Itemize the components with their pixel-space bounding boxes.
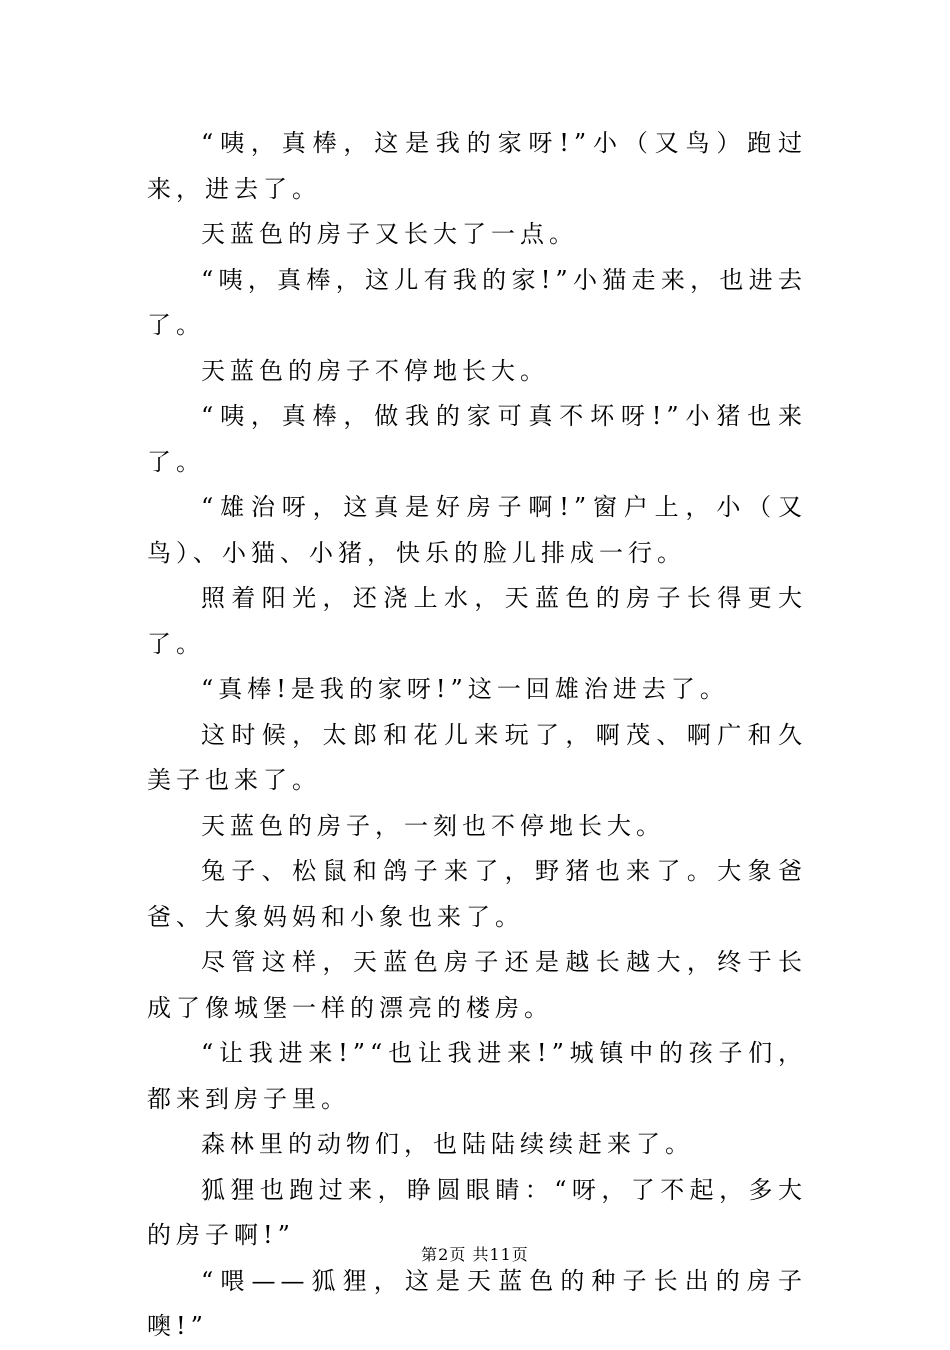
page-number-footer: 第2页 共11页 xyxy=(421,1245,529,1264)
paragraph: “咦，真棒，这是我的家呀!”小（又鸟）跑过来，进去了。 xyxy=(147,129,807,203)
paragraph: “真棒!是我的家呀!”这一回雄治进去了。 xyxy=(201,675,729,703)
paragraph: “咦，真棒，这儿有我的家!”小猫走来，也进去了。 xyxy=(147,265,807,339)
paragraph: 森林里的动物们，也陆陆续续赶来了。 xyxy=(201,1130,694,1158)
paragraph: 天蓝色的房子又长大了一点。 xyxy=(201,220,578,248)
document-body xyxy=(147,121,807,1350)
paragraph: 狐狸也跑过来，睁圆眼睛：“呀，了不起，多大的房子啊!” xyxy=(147,1175,807,1249)
paragraph: “喂——狐狸，这是天蓝色的种子长出的房子噢!” xyxy=(147,1266,807,1340)
paragraph: “让我进来!”“也让我进来!”城镇中的孩子们，都来到房子里。 xyxy=(147,1039,807,1113)
paragraph: “雄治呀，这真是好房子啊!”窗户上，小（又鸟）、小猫、小猪，快乐的脸儿排成一行。 xyxy=(147,493,807,567)
paragraph: “咦，真棒，做我的家可真不坏呀!”小猪也来了。 xyxy=(147,402,807,476)
paragraph: 这时候，太郎和花儿来玩了，啊茂、啊广和久美子也来了。 xyxy=(147,720,807,794)
paragraph: 兔子、松鼠和鸽子来了，野猪也来了。大象爸爸、大象妈妈和小象也来了。 xyxy=(147,857,807,931)
paragraph: 天蓝色的房子不停地长大。 xyxy=(201,356,549,385)
paragraph: 尽管这样，天蓝色房子还是越长越大，终于长成了像城堡一样的漂亮的楼房。 xyxy=(147,948,807,1022)
paragraph: 照着阳光，还浇上水，天蓝色的房子长得更大了。 xyxy=(147,584,807,658)
paragraph: 天蓝色的房子，一刻也不停地长大。 xyxy=(201,811,665,840)
